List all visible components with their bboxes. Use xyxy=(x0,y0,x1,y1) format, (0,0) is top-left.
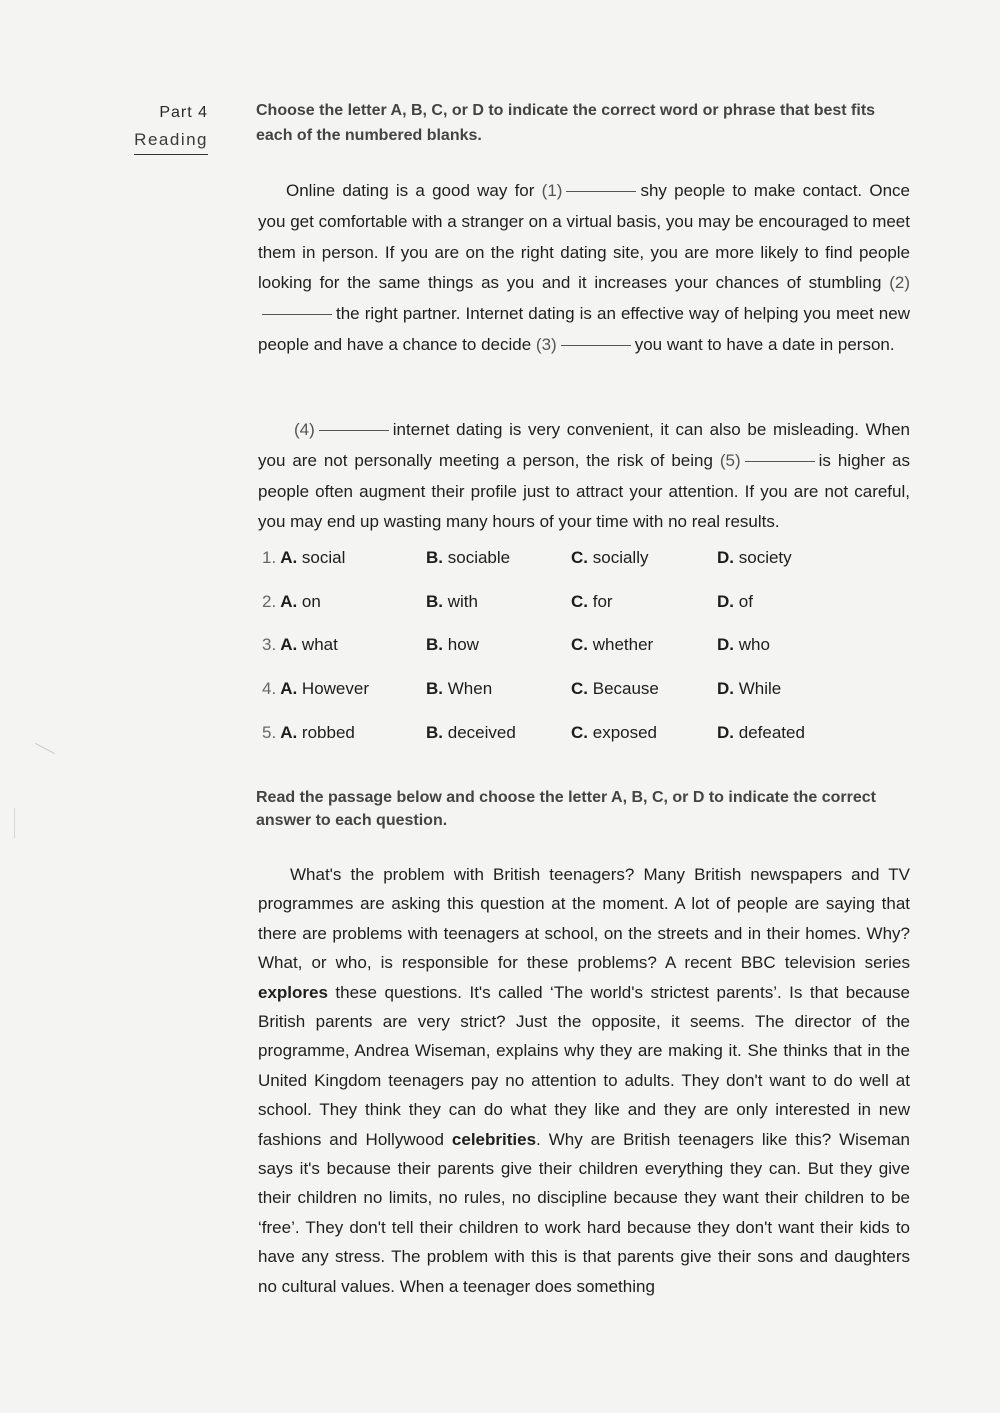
option-4b[interactable]: B. When xyxy=(426,679,493,699)
blank-number-4: (4) xyxy=(294,420,315,439)
blank-5 xyxy=(745,460,815,462)
blank-4 xyxy=(319,429,389,431)
part-number: Part 4 xyxy=(159,104,208,121)
blank-number-2: (2) xyxy=(889,273,910,293)
keyword-explores: explores xyxy=(258,982,328,1002)
keyword-celebrities: celebrities xyxy=(451,1129,537,1149)
blank-2 xyxy=(262,313,332,315)
scan-mark xyxy=(14,808,15,838)
blank-1 xyxy=(566,190,636,192)
option-1d[interactable]: D. society xyxy=(717,548,792,567)
option-3c[interactable]: C. whether xyxy=(571,635,654,655)
option-4d[interactable]: D. While xyxy=(717,679,782,699)
question-row-4 xyxy=(262,675,882,719)
option-1c[interactable]: C. socially xyxy=(571,548,649,567)
option-3a[interactable]: 3. A. what xyxy=(262,635,338,655)
section-title: Reading xyxy=(134,130,208,155)
part-heading xyxy=(122,104,208,155)
option-2b[interactable]: B. with xyxy=(426,591,478,611)
instruction-reading-questions: Read the passage below and choose the letter A, B, C, or D to indicate the correct answer to each question. xyxy=(256,789,876,829)
option-4c[interactable]: C. Because xyxy=(571,679,659,699)
option-5b[interactable]: B. deceived xyxy=(426,722,516,742)
question-row-2 xyxy=(262,588,882,632)
answer-options xyxy=(262,544,882,762)
blank-number-3: (3) xyxy=(535,334,557,354)
option-5c[interactable]: C. exposed xyxy=(571,722,658,742)
instruction-fill-blanks: Choose the letter A, B, C, or D to indicate the correct word or phrase that best fits each of the numbered blanks. xyxy=(256,102,876,144)
option-2d[interactable]: D. of xyxy=(717,591,753,611)
option-2c[interactable]: C. for xyxy=(571,591,613,611)
blank-3 xyxy=(561,344,631,346)
passage-1-paragraph-1: Online dating is a good way for (1) shy people to make contact. Once you get comfortable with a stranger on a virtual basis, you may be encouraged to meet them in person. If you are on the right dating site, you are more likely to find people looking for the same things as you and it increases your chances of stumbling (2)the right partner. Internet dating is an effective way of helping you meet new people and have a chance to decide (3) you want to have a date in person. xyxy=(258,181,910,354)
question-row-1 xyxy=(262,544,882,588)
option-3b[interactable]: B. how xyxy=(426,635,479,655)
passage-1-paragraph-2: (4) internet dating is very convenient, it can also be misleading. When you are not personally meeting a person, the risk of being (5) is higher as people often augment their profile just to attract your attention. If you are not careful, you may end up wasting many hours of your time with no real results. xyxy=(258,420,910,532)
option-2a[interactable]: 2. A. on xyxy=(262,591,321,611)
question-row-3 xyxy=(262,631,882,675)
option-1b[interactable]: B. sociable xyxy=(426,548,511,567)
option-4a[interactable]: 4. A. However xyxy=(262,679,370,699)
option-1a[interactable]: 1. A. social xyxy=(262,548,346,567)
option-3d[interactable]: D. who xyxy=(717,635,770,655)
blank-number-1: (1) xyxy=(541,181,563,200)
option-5d[interactable]: D. defeated xyxy=(717,722,805,742)
passage-2: What's the problem with British teenagers? Many British newspapers and TV programmes are asking this question at the moment. A lot of people are saying that there are problems with teenagers at school, on the streets and in their homes. Why? What, or who, is responsible for these problems? A recent BBC television series explores these questions. It's called ‘The world's strictest parents’. Is that because British parents are very strict? Just the opposite, it seems. The director of the programme, Andrea Wiseman, explains why they are making it. She thinks that in the United Kingdom teenagers pay no attention to adults. They don't want to do well at school. They think they can do what they like and they are only interested in new fashions and Hollywood celebrities. Why are British teenagers like this? Wiseman says it's because their parents give their children everything they can. But they give their children no limits, no rules, no discipline because they want their children to be ‘free’. They don't tell their children to work hard because they don't want their kids to have any stress. The problem with this is that parents give their sons and daughters no cultural values. When a teenager does something xyxy=(258,865,910,1296)
blank-number-5: (5) xyxy=(719,450,741,470)
option-5a[interactable]: 5. A. robbed xyxy=(262,722,355,742)
question-row-5 xyxy=(262,719,882,763)
scan-mark xyxy=(35,743,55,754)
